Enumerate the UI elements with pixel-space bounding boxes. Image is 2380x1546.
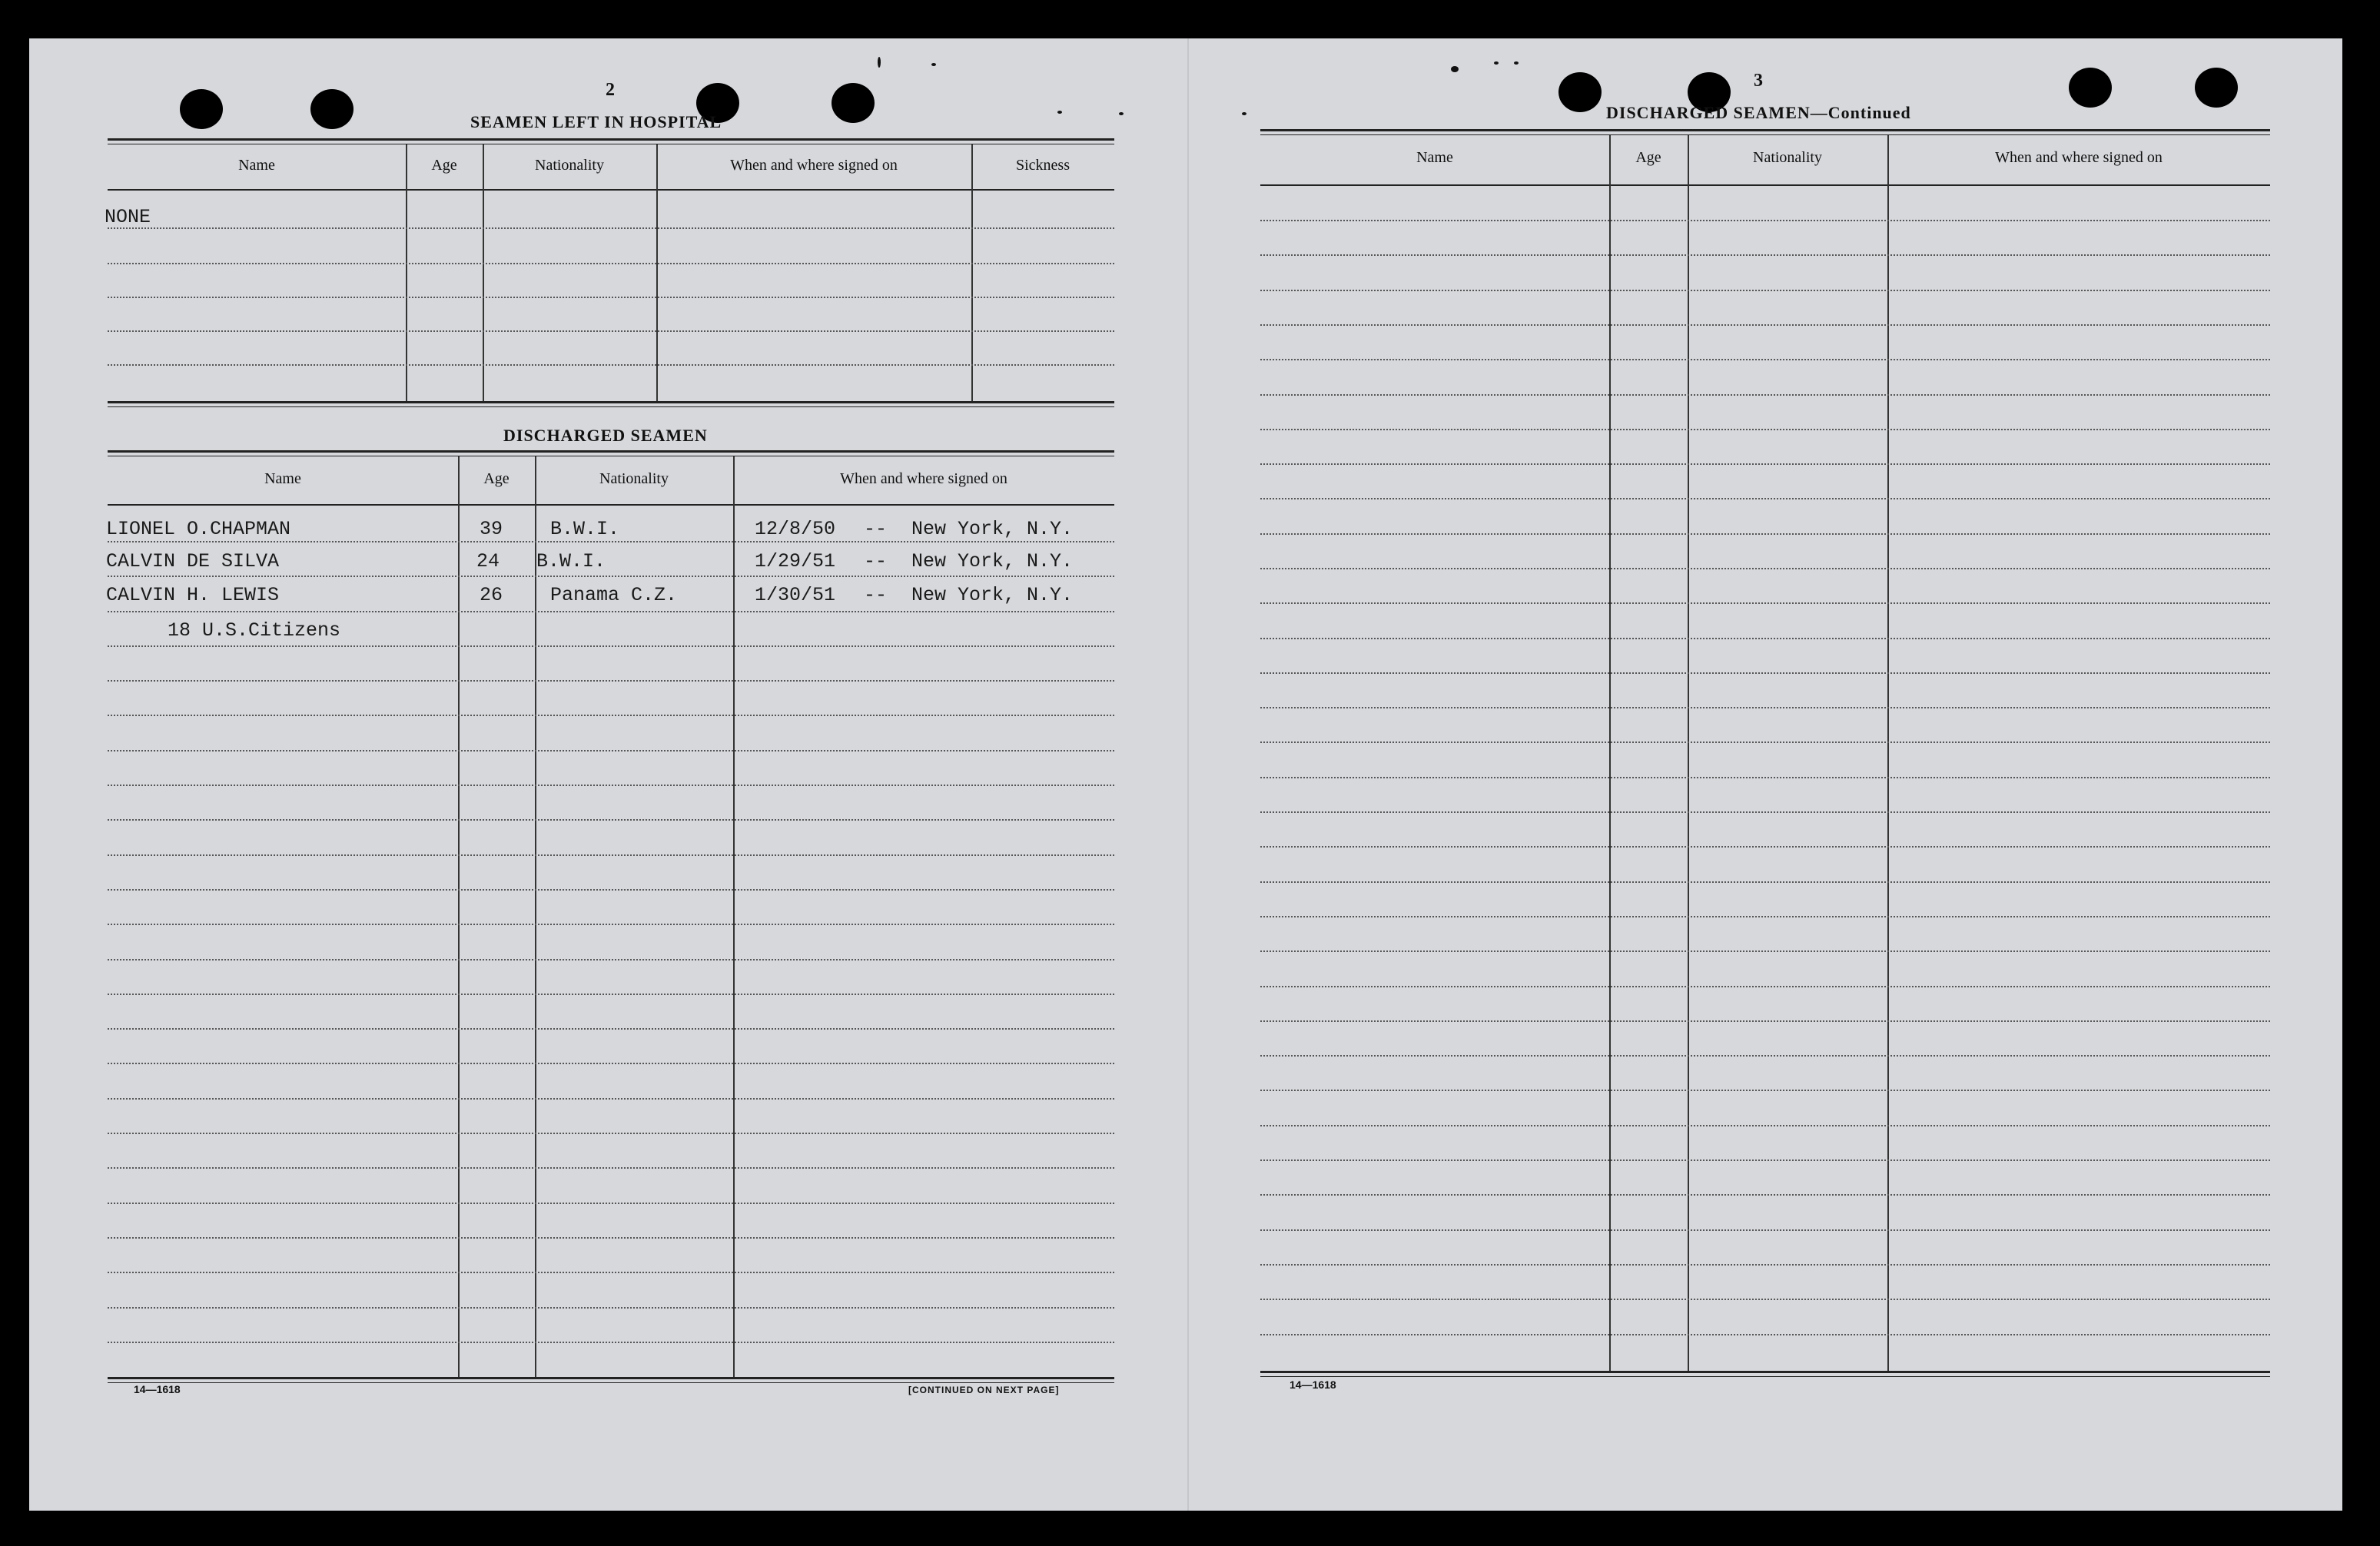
ledger-row-line xyxy=(1260,1299,2270,1300)
ledger-row-line xyxy=(108,1203,1114,1204)
ledger-row-line xyxy=(1260,741,2270,743)
ledger-row-line xyxy=(108,1028,1114,1030)
scan-speck xyxy=(1514,61,1519,65)
discharged-col-signed-on: When and where signed on xyxy=(840,470,1007,487)
ledger-row-line xyxy=(108,1272,1114,1273)
ledger-row-line xyxy=(1260,1160,2270,1161)
ledger-row-line xyxy=(1260,359,2270,360)
ledger-row-line xyxy=(108,611,1114,612)
discharged-top-rule xyxy=(108,450,1114,453)
seaman-signed-place: New York, N.Y. xyxy=(911,518,1074,540)
page-fold xyxy=(1187,38,1189,1511)
ledger-row-line xyxy=(1260,1090,2270,1091)
ledger-row-line xyxy=(1260,1125,2270,1126)
seaman-nationality: B.W.I. xyxy=(536,550,606,572)
hospital-bottom-rule-2 xyxy=(108,406,1114,407)
seaman-name: LIONEL O.CHAPMAN xyxy=(106,518,291,540)
discharged-bottom-rule-2 xyxy=(108,1382,1114,1383)
ledger-row-line xyxy=(1260,533,2270,535)
right-col-name: Name xyxy=(1416,149,1453,166)
ledger-row-line xyxy=(1260,324,2270,326)
ledger-row-line xyxy=(108,819,1114,821)
seaman-signed-place: New York, N.Y. xyxy=(911,584,1074,606)
right-col-signed-on: When and where signed on xyxy=(1995,149,2163,166)
discharged-header-rule xyxy=(108,504,1114,506)
seaman-age: 26 xyxy=(480,584,503,606)
ledger-row-line xyxy=(108,1307,1114,1309)
seaman-dash: -- xyxy=(864,518,888,540)
page-number-left: 2 xyxy=(606,80,615,100)
continued-note: [CONTINUED ON NEXT PAGE] xyxy=(908,1385,1060,1395)
ledger-row-line xyxy=(108,645,1114,647)
ledger-row-line xyxy=(1260,1020,2270,1022)
hospital-bottom-rule xyxy=(108,401,1114,403)
ledger-row-line xyxy=(108,889,1114,891)
ledger-row-line xyxy=(108,785,1114,786)
scan-speck xyxy=(1242,112,1246,115)
right-top-rule-2 xyxy=(1260,134,2270,135)
scan-speck xyxy=(1119,112,1124,115)
page-number-right: 3 xyxy=(1754,71,1763,91)
ledger-row-line xyxy=(108,715,1114,716)
right-col-nationality: Nationality xyxy=(1753,149,1822,166)
hospital-row-line xyxy=(108,330,1114,332)
ledger-row-line xyxy=(1260,394,2270,396)
ledger-row-line xyxy=(108,576,1114,577)
ledger-row-line xyxy=(108,1098,1114,1100)
seaman-signed-place: New York, N.Y. xyxy=(911,550,1074,572)
ledger-row-line xyxy=(1260,707,2270,708)
ledger-row-line xyxy=(1260,463,2270,465)
hospital-row-line xyxy=(108,297,1114,298)
seaman-age: 39 xyxy=(480,518,503,540)
ledger-row-line xyxy=(1260,290,2270,291)
ledger-row-line xyxy=(1260,1194,2270,1196)
discharged-col-divider xyxy=(733,456,735,1378)
seaman-nationality: Panama C.Z. xyxy=(550,584,678,606)
ledger-row-line xyxy=(1260,672,2270,674)
hospital-section-title: SEAMEN LEFT IN HOSPITAL xyxy=(470,112,722,131)
hospital-row-line xyxy=(108,364,1114,366)
form-number-left: 14—1618 xyxy=(134,1383,181,1395)
seaman-dash: -- xyxy=(864,584,888,606)
scan-speck xyxy=(1451,66,1459,72)
punch-hole xyxy=(310,89,354,129)
discharged-col-name: Name xyxy=(264,470,301,487)
ledger-row-line xyxy=(1260,811,2270,813)
ledger-row-line xyxy=(108,1063,1114,1064)
ledger-row-line xyxy=(1260,254,2270,256)
ledger-row-line xyxy=(108,994,1114,995)
ledger-row-line xyxy=(1260,950,2270,952)
right-bottom-rule-2 xyxy=(1260,1376,2270,1377)
ledger-row-line xyxy=(1260,1229,2270,1231)
right-col-divider xyxy=(1609,135,1611,1372)
seaman-name: CALVIN H. LEWIS xyxy=(106,584,280,606)
punch-hole xyxy=(2195,68,2238,108)
hospital-col-nationality: Nationality xyxy=(535,157,604,174)
ledger-row-line xyxy=(1260,568,2270,569)
seaman-name: CALVIN DE SILVA xyxy=(106,550,280,572)
ledger-row-line xyxy=(1260,1264,2270,1266)
punch-hole xyxy=(2069,68,2112,108)
ledger-row-line xyxy=(1260,638,2270,639)
discharged-col-divider xyxy=(458,456,460,1378)
right-header-rule xyxy=(1260,184,2270,186)
hospital-row-line xyxy=(108,227,1114,229)
scan-speck xyxy=(931,63,936,66)
hospital-header-rule xyxy=(108,189,1114,191)
scan-speck xyxy=(1494,61,1499,65)
right-col-age: Age xyxy=(1635,149,1661,166)
ledger-row-line xyxy=(1260,429,2270,430)
seaman-age: 24 xyxy=(476,550,500,572)
document-sheet xyxy=(29,38,2342,1511)
ledger-row-line xyxy=(108,1237,1114,1239)
ledger-row-line xyxy=(1260,1055,2270,1057)
right-col-divider xyxy=(1688,135,1689,1372)
ledger-row-line xyxy=(1260,498,2270,499)
ledger-row-line xyxy=(108,924,1114,925)
discharged-continued-title: DISCHARGED SEAMEN—Continued xyxy=(1606,103,1911,122)
ledger-row-line xyxy=(108,854,1114,856)
discharged-col-age: Age xyxy=(483,470,510,487)
scan-speck xyxy=(878,57,881,68)
ledger-row-line xyxy=(1260,220,2270,221)
hospital-top-rule xyxy=(108,138,1114,141)
ledger-row-line xyxy=(1260,602,2270,604)
ledger-row-line xyxy=(108,1342,1114,1343)
ledger-row-line xyxy=(1260,846,2270,848)
seaman-signed-date: 12/8/50 xyxy=(755,518,836,540)
punch-hole xyxy=(832,83,875,123)
right-bottom-rule xyxy=(1260,1371,2270,1373)
ledger-row-line xyxy=(108,680,1114,682)
ledger-row-line xyxy=(108,541,1114,542)
seaman-signed-date: 1/29/51 xyxy=(755,550,836,572)
seaman-signed-date: 1/30/51 xyxy=(755,584,836,606)
discharged-bottom-rule xyxy=(108,1377,1114,1379)
right-col-divider xyxy=(1887,135,1889,1372)
ledger-row-line xyxy=(108,1133,1114,1134)
ledger-row-line xyxy=(108,959,1114,960)
seaman-nationality: B.W.I. xyxy=(550,518,620,540)
ledger-row-line xyxy=(1260,986,2270,987)
hospital-entry-none: NONE xyxy=(105,206,151,228)
ledger-row-line xyxy=(108,1167,1114,1169)
ledger-row-line xyxy=(1260,916,2270,917)
hospital-col-age: Age xyxy=(431,157,457,174)
ledger-row-line xyxy=(1260,1334,2270,1335)
discharged-col-nationality: Nationality xyxy=(599,470,669,487)
ledger-row-line xyxy=(1260,777,2270,778)
hospital-col-sickness: Sickness xyxy=(1016,157,1070,174)
citizens-note: 18 U.S.Citizens xyxy=(168,619,341,642)
punch-hole xyxy=(180,89,223,129)
hospital-row-line xyxy=(108,263,1114,264)
right-top-rule xyxy=(1260,129,2270,131)
hospital-col-signed-on: When and where signed on xyxy=(730,157,898,174)
discharged-section-title: DISCHARGED SEAMEN xyxy=(503,426,708,445)
form-number-right: 14—1618 xyxy=(1290,1378,1336,1391)
ledger-row-line xyxy=(1260,881,2270,883)
hospital-col-name: Name xyxy=(238,157,275,174)
discharged-col-divider xyxy=(535,456,536,1378)
scan-speck xyxy=(1057,111,1062,114)
ledger-row-line xyxy=(108,750,1114,751)
punch-hole xyxy=(1558,72,1602,112)
seaman-dash: -- xyxy=(864,550,888,572)
